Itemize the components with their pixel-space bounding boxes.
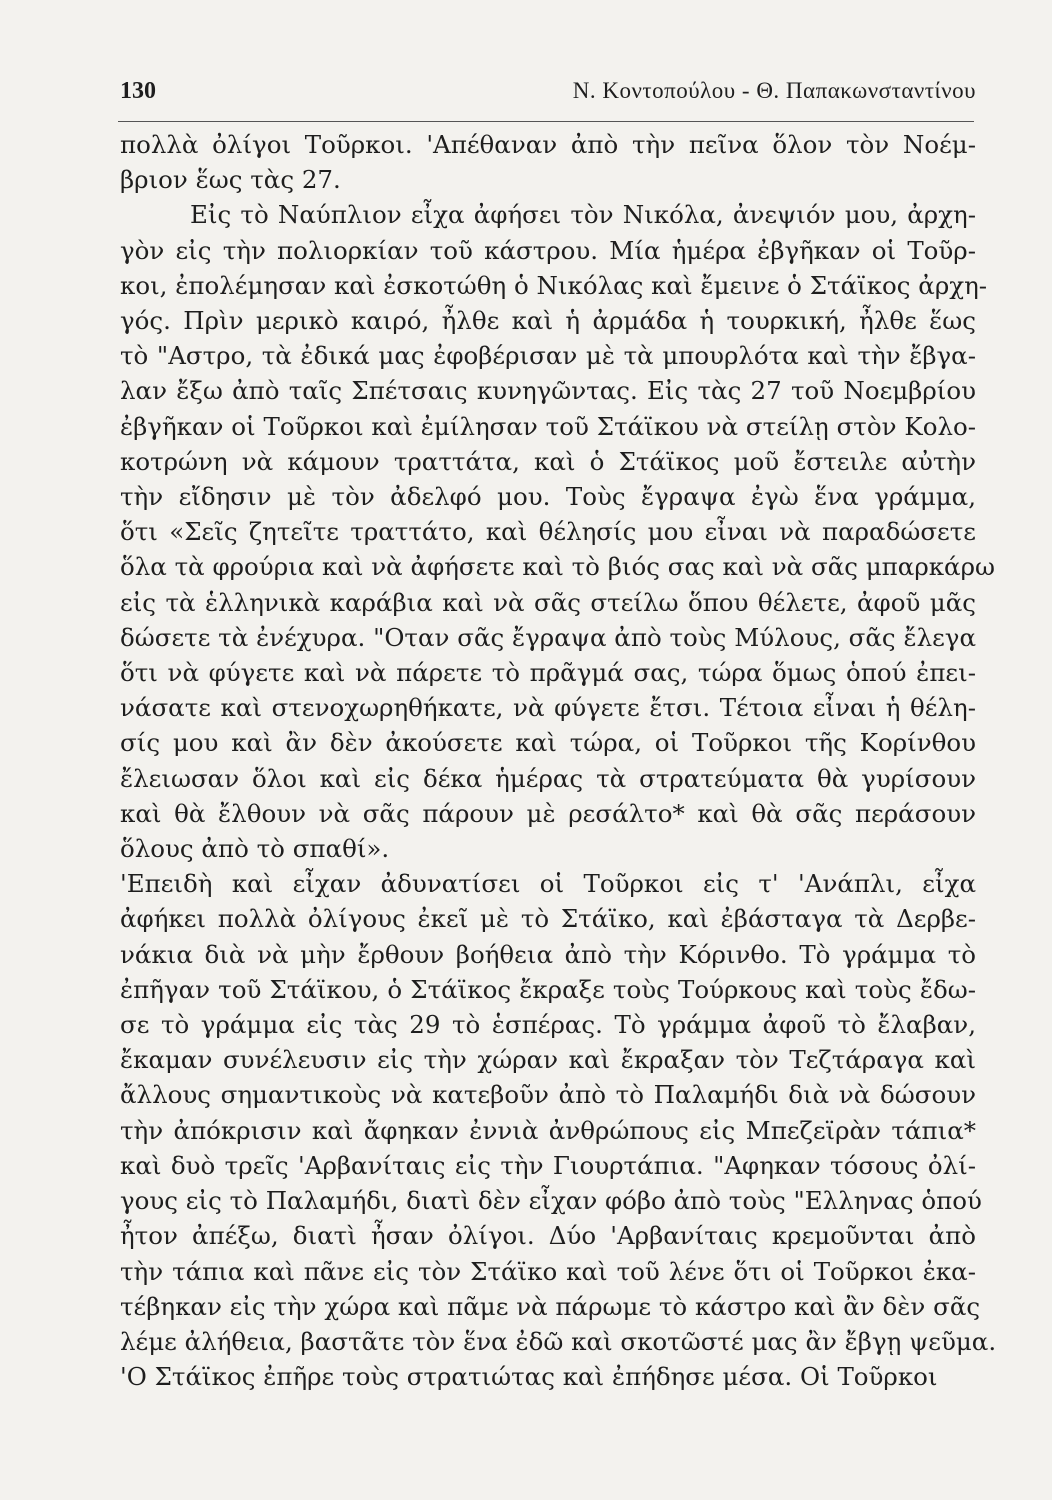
text-line: 'Επειδὴ καὶ εἶχαν ἀδυνατίσει οἱ Τοῦρκοι εἰς τ' 'Ανάπλι, εἶχα: [120, 869, 976, 899]
text-line: ἔλειωσαν ὅλοι καὶ εἰς δέκα ἡμέρας τὰ στρατεύματα θὰ γυρίσουν: [120, 763, 976, 793]
text-line: ἦτον ἀπέξω, διατὶ ἦσαν ὀλίγοι. Δύο 'Αρβανίταις κρεμοῦνται ἀπὸ: [120, 1221, 976, 1251]
text-line: κοι, ἐπολέμησαν καὶ ἐσκοτώθη ὁ Νικόλας καὶ ἔμεινε ὁ Στάϊκος ἀρχη-: [120, 270, 988, 300]
text-line: τέβηκαν εἰς τὴν χώρα καὶ πᾶμε νὰ πάρωμε τὸ κάστρο καὶ ἂν δὲν σᾶς: [120, 1291, 981, 1321]
text-line: σε τὸ γράμμα εἰς τὰς 29 τὸ ἑσπέρας. Τὸ γράμμα ἀφοῦ τὸ ἔλαβαν,: [120, 1010, 976, 1040]
text-line: ἄλλους σημαντικοὺς νὰ κατεβοῦν ἀπὸ τὸ Παλαμήδι διὰ νὰ δώσουν: [120, 1080, 976, 1110]
text-line: καὶ θὰ ἔλθουν νὰ σᾶς πάρουν μὲ ρεσάλτο* καὶ θὰ σᾶς περάσουν: [120, 798, 976, 828]
text-line: γους εἰς τὸ Παλαμήδι, διατὶ δὲν εἶχαν φόβο ἀπὸ τοὺς "Ελληνας ὁπού: [120, 1186, 982, 1216]
text-line: νάκια διὰ νὰ μὴν ἔρθουν βοήθεια ἀπὸ τὴν Κόρινθο. Τὸ γράμμα τὸ: [120, 939, 976, 969]
text-line: ὅλα τὰ φρούρια καὶ νὰ ἀφήσετε καὶ τὸ βιός σας καὶ νὰ σᾶς μπαρκάρω: [120, 552, 995, 582]
text-line: Εἰς τὸ Ναύπλιον εἶχα ἀφήσει τὸν Νικόλα, ἀνεψιόν μου, ἀρχη-: [190, 200, 976, 230]
paragraph: [120, 127, 976, 197]
text-line: γὸν εἰς τὴν πολιορκίαν τοῦ κάστρου. Μία ἡμέρα ἐβγῆκαν οἱ Τοῦρ-: [120, 235, 976, 265]
running-head: Ν. Κοντοπούλου - Θ. Παπακωνσταντίνου: [572, 78, 976, 103]
text-line: ἐπῆγαν τοῦ Στάϊκου, ὁ Στάϊκος ἔκραξε τοὺς Τούρκους καὶ τοὺς ἔδω-: [120, 974, 976, 1004]
body-text: [120, 127, 997, 1394]
text-line: ὅτι νὰ φύγετε καὶ νὰ πάρετε τὸ πρᾶγμά σας, τώρα ὅμως ὁπού ἐπει-: [120, 658, 976, 688]
page-header: [120, 78, 976, 108]
text-line: τὴν ἀπόκρισιν καὶ ἄφηκαν ἐννιὰ ἀνθρώπους εἰς Μπεζεϊρὰν τάπια*: [120, 1115, 976, 1145]
text-line: τὴν τάπια καὶ πᾶνε εἰς τὸν Στάϊκο καὶ τοῦ λένε ὅτι οἱ Τοῦρκοι ἐκα-: [120, 1256, 976, 1286]
paragraph: [120, 197, 995, 866]
text-line: εἰς τὰ ἑλληνικὰ καράβια καὶ νὰ σᾶς στείλω ὅπου θέλετε, ἀφοῦ μᾶς: [120, 587, 976, 617]
text-line: πολλὰ ὀλίγοι Τοῦρκοι. 'Απέθαναν ἀπὸ τὴν πεῖνα ὅλον τὸν Νοέμ-: [120, 130, 976, 159]
paragraph: [120, 866, 997, 1394]
text-line: βριον ἕως τὰς 27.: [120, 165, 341, 195]
text-line: καὶ δυὸ τρεῖς 'Αρβανίταις εἰς τὴν Γιουρτάπια. "Αφηκαν τόσους ὀλί-: [120, 1150, 976, 1180]
page-number: 130: [120, 78, 156, 104]
text-line: κοτρώνη νὰ κάμουν τραττάτα, καὶ ὁ Στάϊκος μοῦ ἔστειλε αὐτὴν: [120, 446, 976, 476]
text-line: νάσατε καὶ στενοχωρηθήκατε, νὰ φύγετε ἔτσι. Τέτοια εἶναι ἡ θέλη-: [120, 693, 976, 723]
text-line: ἐβγῆκαν οἱ Τοῦρκοι καὶ ἐμίλησαν τοῦ Στάϊκου νὰ στείλῃ στὸν Κολο-: [120, 411, 976, 441]
text-line: τὸ "Αστρο, τὰ ἐδικά μας ἐφοβέρισαν μὲ τὰ μπουρλότα καὶ τὴν ἔβγα-: [120, 341, 976, 371]
text-line: γός. Πρὶν μερικὸ καιρό, ἦλθε καὶ ἡ ἀρμάδα ἡ τουρκική, ἦλθε ἕως: [120, 306, 976, 336]
text-line: λέμε ἀλήθεια, βαστᾶτε τὸν ἕνα ἐδῶ καὶ σκοτῶστέ μας ἂν ἔβγῃ ψεῦμα.: [120, 1326, 997, 1356]
header-rule: [118, 121, 974, 122]
text-line: ἀφήκει πολλὰ ὀλίγους ἐκεῖ μὲ τὸ Στάϊκο, καὶ ἐβάσταγα τὰ Δερβε-: [120, 904, 976, 934]
text-line: 'Ο Στάϊκος ἐπῆρε τοὺς στρατιώτας καὶ ἐπήδησε μέσα. Οἱ Τοῦρκοι: [120, 1362, 938, 1392]
text-line: λαν ἔξω ἀπὸ ταῖς Σπέτσαις κυνηγῶντας. Εἰς τὰς 27 τοῦ Νοεμβρίου: [120, 376, 976, 406]
text-line: ὅτι «Σεῖς ζητεῖτε τραττάτο, καὶ θέλησίς μου εἶναι νὰ παραδώσετε: [120, 517, 976, 547]
text-line: σίς μου καὶ ἂν δὲν ἀκούσετε καὶ τώρα, οἱ Τοῦρκοι τῆς Κορίνθου: [120, 728, 976, 758]
text-line: δώσετε τὰ ἐνέχυρα. "Οταν σᾶς ἔγραψα ἀπὸ τοὺς Μύλους, σᾶς ἔλεγα: [120, 622, 976, 652]
text-line: ἔκαμαν συνέλευσιν εἰς τὴν χώραν καὶ ἔκραξαν τὸν Τεζτάραγα καὶ: [120, 1045, 976, 1075]
text-line: ὅλους ἀπὸ τὸ σπαθί».: [120, 834, 390, 864]
text-line: τὴν εἴδησιν μὲ τὸν ἀδελφό μου. Τοὺς ἔγραψα ἐγὼ ἕνα γράμμα,: [120, 482, 976, 512]
